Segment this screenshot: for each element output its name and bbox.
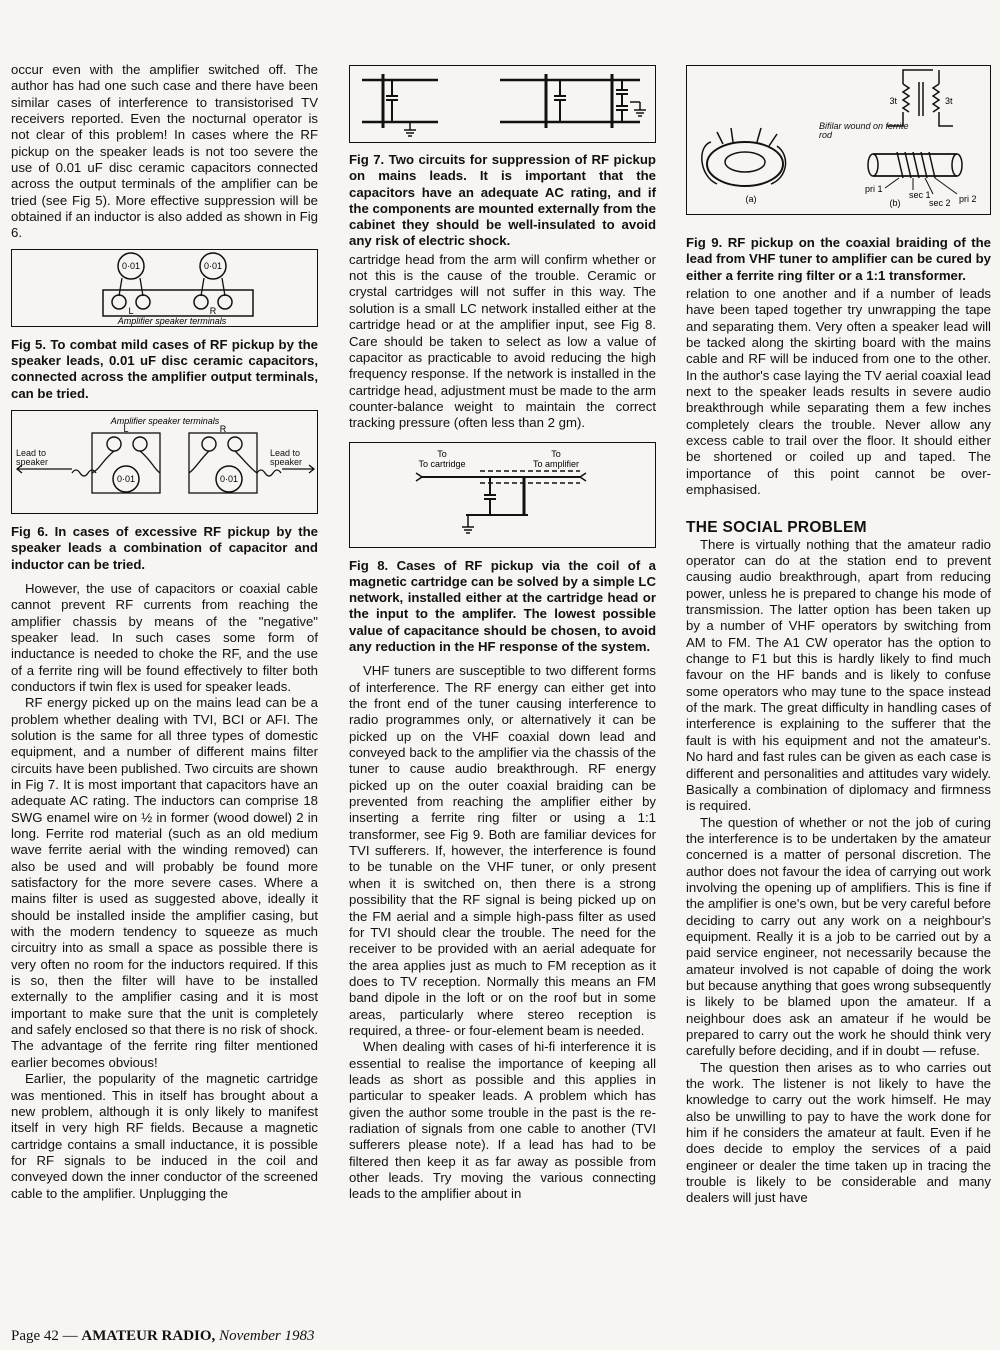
fig9-turns-left: 3t (889, 96, 897, 106)
figure-9-caption: Fig 9. RF pickup on the coaxial braiding of the lead from VHF tuner to amplifier can be cured by either a ferrite ring filter or a 1:1 transformer. (686, 235, 991, 283)
paragraph: VHF tuners are susceptible to two different forms of interference. The RF energy can either get into the front end of the tuner causing interference to radio programmes only, or alternatively it can be picked up on the VHF coaxial down lead and conveyed back to the amplifier via the chassis of the tuner to cause audio breakthrough. RF energy picked up on the outer coaxial braiding can be prevented from reaching the amplifier either by inserting a ferrite ring filter or using a 1:1 transformer, see Fig 9. Both are familiar devices for TVI sufferers. If, however, the interference is found to be tunable on the VHF tuner, or only present when it is switched on, then there is a strong possibility that the RF signal is being picked up on the FM aerial and a simple high-pass filter as used for TVI should clear the trouble. The need for the receiver to be provided with an aerial adequate for the area applies just as much to FM reception as it does to TV reception. Normally this means an FM band dipole in the loft or on the roof but in some areas, particularly where stereo reception is required, a three- or four-element beam is needed. (349, 663, 656, 1038)
figure-7-diagram (350, 66, 655, 142)
fig6-cap-left: 0·01 (116, 473, 136, 484)
figure-5-diagram (12, 250, 317, 326)
ferrite-ring-icon (707, 142, 783, 186)
figure-8-diagram (350, 443, 655, 547)
paragraph: relation to one another and if a number of leads have been taped together try unwrapping the tape and separating them. Very often a speaker lead will be tacked along the skirting board with the mains cable and RF will be induced from one to the other. In the author's case laying the TV aerial coaxial lead next to the speaker leads results in severe audio breakthrough while separating them a few inches completely clears the trouble. Never allow any excess cable to trail over the floor. It should either be shortened or coiled up and taped. The importance of this point cannot be over-emphasised. (686, 285, 991, 498)
paragraph: cartridge head from the arm will confirm whether or not this is the cause of the trouble. Ceramic or crystal cartridges will not suffer in this way. The solution is a small LC network installed either at the cartridge head or at the amplifier input, see Fig 8. Care should be taken to select as low a value of capacitor as practicable to avoid reducing the high frequency response. If the network is installed in the cartridge head, adjustment must be made to the arm counter-balance weight to maintain the correct tracking pressure (often less than 2 gm). (349, 251, 656, 431)
fig9-sec2: sec 2 (929, 198, 951, 208)
fig8-label-right: To amplifier (532, 458, 580, 469)
fig5-term-l: L (128, 305, 134, 316)
fig5-label: Amplifier speaker terminals (117, 315, 227, 326)
fig6-lead-left: Lead to speaker (16, 448, 49, 467)
terminal-icon (112, 295, 126, 309)
paragraph: Earlier, the popularity of the magnetic cartridge was mentioned. This in itself has brought about a new problem, although it is only likely to manifest itself in very high RF fields. Because a magnetic cartridge contains a small inductance, it is possible for RF signals to be induced in the coil and conveyed down the inner conductor of the screened cable to the amplifier. Unplugging the (11, 1071, 318, 1201)
figure-5-caption: Fig 5. To combat mild cases of RF pickup by the speaker leads, 0.01 uF disc ceramic capacitors, connected across the amplifier output terminals, can be tried. (11, 336, 318, 401)
paragraph: There is virtually nothing that the amateur radio operator can do at the station end to prevent causing audio breakthrough, apart from reducing power, unless he is prepared to change his mode of transmission. The latter option has been taken up by a number of VHF operators by switching from AM to FM. The A1 CW operator has the option to change to F1 but this is hardly likely to find much favour on the HF bands and is likely to confuse some operators who may tune to the space instead of the mark. The great difficulty in handling cases of interference is explaining to the sufferer that the fault is with his equipment and not the amateur's. No hard and fast rules can be given as each case is different and personalities and attitudes vary widely. Basically a combination of diplomacy and firmness is required. (686, 536, 991, 814)
ground-icon (630, 102, 646, 116)
page-number: Page 42 — (11, 1328, 78, 1344)
figure-7 (349, 65, 656, 143)
ferrite-rod-icon (868, 154, 878, 176)
figure-9-diagram (687, 66, 990, 214)
fig6-term-l: L (123, 423, 129, 434)
fig9-bifilar: Bifilar wound on ferrite rod (819, 122, 909, 140)
fig6-lead-right: Lead to speaker (270, 448, 303, 467)
figure-6 (11, 410, 318, 514)
figure-8 (349, 442, 656, 548)
fig6-cap-right: 0·01 (219, 473, 239, 484)
figure-5 (11, 249, 318, 327)
terminal-icon (202, 437, 216, 451)
magazine-name: AMATEUR RADIO, (81, 1328, 216, 1344)
issue-date: November 1983 (219, 1328, 315, 1344)
capacitor-icon (386, 80, 398, 122)
terminal-icon (194, 295, 208, 309)
fig5-cap-right: 0·01 (203, 260, 223, 271)
fig5-cap-left: 0·01 (121, 260, 141, 271)
paragraph: The question of whether or not the job of curing the interference is to be undertaken by the amateur concerned is a matter of personal discretion. The author does not favour the idea of carrying out work involving the opening up of amplifiers. This is fine if the amplifier is one's own, but be very careful before deciding to carry out any work on a neighbour's equipment. Really it is a job to be carried out by a paid service engineer, not necessarily because the amateur involved is not capable of doing the work but because anything that goes wrong subsequently is likely to be blamed upon the amateur. If a neighbour does ask an amateur if he would be prepared to carry out the work he should think very carefully before deciding, and if in doubt — refuse. (686, 814, 991, 1059)
fig9-sec1: sec 1 (909, 190, 931, 200)
figure-7-caption: Fig 7. Two circuits for suppression of RF pickup on mains leads. It is important that the capacitors have an adequate AC rating, and if the components are mounted externally from the cabinet they should be well-insulated to avoid any risk of electric shock. (349, 152, 656, 249)
terminal-icon (136, 295, 150, 309)
column-2 (349, 65, 656, 1203)
paragraph: However, the use of capacitors or coaxial cable cannot prevent RF currents from reaching the amplifier chassis by means of the "negative" speaker lead. In such cases some form of inductance is needed to choke the RF, and the use of a ferrite ring will be found effectively to filter both conductors if twin flex is used for speaker leads. (11, 580, 318, 694)
paragraph: RF energy picked up on the mains lead can be a problem whether dealing with TVI, BCI or AFI. The solution is the same for all three types of domestic equipment, and a number of different mains filter circuits have been published. Two circuits are shown in Fig 7. It is most important that capacitors have an adequate AC rating. The inductors can comprise 18 SWG enamel wire on ½ in former (wood dowel) 2 in long. Ferrite rod material (such as an old medium wave ferrite aerial with the winding removed) can also be used and will probably be found more satisfactory for the more severe cases. Where a mains filter is used as suggested above, ideally it should be installed inside the amplifier casing, but with the modern tendency to squeeze as much circuitry into as small a space as possible there is very often no room for the inductors required. If this is so, then the filter will have to be installed externally to the amplifier casing and it is most important to make sure that the unit is completely and safely enclosed so that there is no risk of shock. The advantage of the ferrite ring filter mentioned earlier becomes obvious! (11, 695, 318, 1070)
fig9-sub-a: (a) (745, 194, 757, 204)
fig9-pri2: pri 2 (959, 194, 977, 204)
paragraph: The question then arises as to who carries out the work. The listener is not likely to have the knowledge to carry out the work himself. He may also be unwilling to pay to have the work done for him if he considers the amateur at fault. Even if he does decide to employ the services of a paid engineer or dealer the time taken up in tracing the trouble is likely to be considerable and many dealers will just have (686, 1059, 991, 1206)
winding-icon (897, 152, 935, 178)
page-footer (11, 1328, 314, 1345)
paragraph: occur even with the amplifier switched off. The author has had one such case and there have been similar cases of interference to transistorised TV receivers reported. Even the nocturnal operator is not clear of this problem! In cases where the RF pickup on the speaker leads is not too severe the use of 0.01 uF disc ceramic capacitors connected across the output terminals of the amplifier can be tried (see Fig 5). More effective suppression will be obtained if an inductor is also added as shown in Fig 6. (11, 62, 318, 241)
fig9-sub-b: (b) (889, 198, 901, 208)
fig8-label-right-1: To (551, 448, 561, 459)
paragraph: When dealing with cases of hi-fi interference it is essential to realise the importance of keeping all leads as short as possible and this applies in particular to speaker leads. A problem which has given the author some trouble in the past is the re-radiation of signals from one cable to another (TVI sufferers please note). If a lead has had to be filtered then keep it as far away as possible from other leads. Try moving the various connecting leads to the amplifier about in (349, 1039, 656, 1202)
fig8-label-left: To cartridge (418, 458, 466, 469)
ground-icon (462, 515, 474, 533)
figure-6-caption: Fig 6. In cases of excessive RF pickup by the speaker leads a combination of capacitor and inductor can be tried. (11, 523, 318, 572)
capacitor-icon (554, 80, 566, 122)
capacitor-icon (484, 477, 496, 515)
terminal-icon (228, 437, 242, 451)
column-1 (11, 62, 318, 1202)
terminal-icon (133, 437, 147, 451)
figure-8-caption: Fig 8. Cases of RF pickup via the coil of a magnetic cartridge can be solved by a simple LC network, installed either at the cartridge head or the input to the amplifer. The lowest possible value of capacitance should be chosen, to avoid any reduction in the HF response of the system. (349, 557, 656, 655)
transformer-core-icon (919, 82, 923, 116)
section-heading: THE SOCIAL PROBLEM (686, 519, 867, 537)
fig6-term-r: R (219, 423, 227, 434)
ground-icon (404, 122, 416, 136)
fig8-label-left-1: To (437, 448, 447, 459)
column-3 (686, 65, 991, 1207)
fig9-turns-right: 3t (945, 96, 953, 106)
terminal-icon (218, 295, 232, 309)
capacitor-icon (616, 80, 628, 122)
terminal-icon (107, 437, 121, 451)
fig6-label: Amplifier speaker terminals (110, 415, 220, 426)
figure-6-diagram (12, 411, 317, 513)
fig5-term-r: R (209, 305, 217, 316)
fig9-pri1: pri 1 (865, 184, 883, 194)
figure-9 (686, 65, 991, 215)
